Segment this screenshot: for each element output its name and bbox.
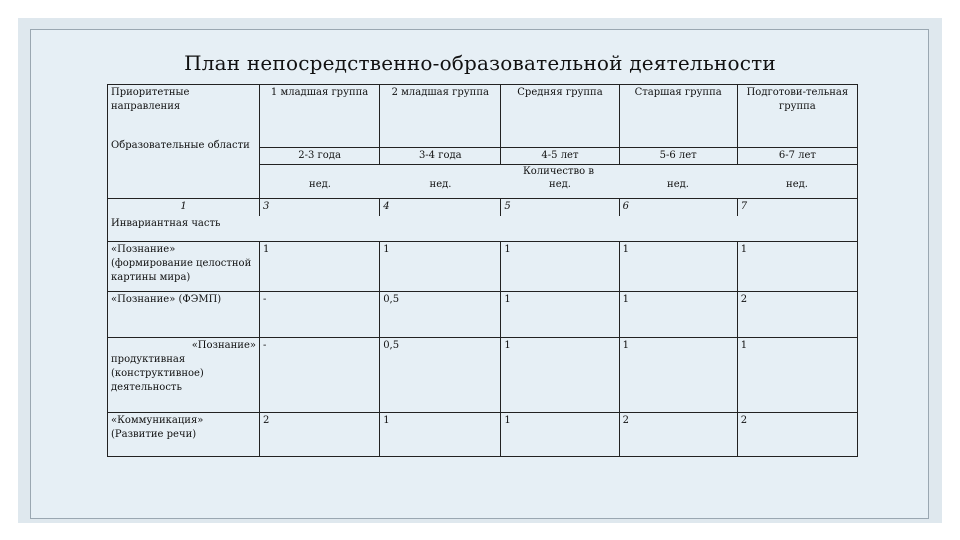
week-label: нед.: [429, 179, 452, 190]
group-header: 1 младшая группа: [260, 85, 380, 148]
value-cell: 2: [737, 413, 857, 457]
week-labels: [260, 178, 857, 192]
row-label: «Познание» (ФЭМП): [108, 292, 260, 338]
page-title: План непосредственно-образовательной деятельности: [184, 51, 776, 75]
age-cell: 6-7 лет: [737, 148, 857, 165]
value-cell: 2: [737, 292, 857, 338]
header-label-cell: [108, 85, 260, 199]
value-cell: -: [260, 338, 380, 413]
row-label-rest: продуктивная (конструктивное) деятельность: [111, 354, 204, 393]
section-row: [108, 216, 858, 242]
section-label: Инвариантная часть: [108, 216, 858, 242]
value-cell: 0,5: [380, 292, 501, 338]
col-number: 3: [260, 199, 380, 216]
table-row: [108, 292, 858, 338]
count-label: Количество в: [523, 166, 594, 177]
age-cell: 5-6 лет: [619, 148, 737, 165]
value-cell: 1: [380, 413, 501, 457]
age-cell: 4-5 лет: [501, 148, 619, 165]
week-label: нед.: [786, 179, 808, 190]
value-cell: 1: [501, 242, 619, 292]
value-cell: 1: [501, 413, 619, 457]
table-row: [108, 338, 858, 413]
value-cell: 1: [737, 338, 857, 413]
value-cell: -: [260, 292, 380, 338]
col-number: 4: [380, 199, 501, 216]
col-number: 1: [108, 199, 260, 216]
value-cell: 1: [619, 338, 737, 413]
week-label: нед.: [309, 179, 331, 190]
priority-label: Приоритетные направления: [111, 87, 190, 112]
areas-label: Образовательные области: [111, 140, 250, 151]
col-number: 5: [501, 199, 619, 216]
value-cell: 1: [619, 242, 737, 292]
group-header: 2 младшая группа: [380, 85, 501, 148]
col-number: 6: [619, 199, 737, 216]
value-cell: 1: [619, 292, 737, 338]
value-cell: 2: [619, 413, 737, 457]
table-row: [108, 242, 858, 292]
age-cell: 2-3 года: [260, 148, 380, 165]
week-label: нед.: [667, 179, 689, 190]
table-row: [108, 413, 858, 457]
group-header: Старшая группа: [619, 85, 737, 148]
value-cell: 1: [260, 242, 380, 292]
row-label: «Коммуникация» (Развитие речи): [108, 413, 260, 457]
value-cell: 1: [501, 292, 619, 338]
age-cell: 3-4 года: [380, 148, 501, 165]
value-cell: 0,5: [380, 338, 501, 413]
row-label-top: «Познание»: [191, 340, 256, 351]
group-header: Подготови-тельная группа: [737, 85, 857, 148]
value-cell: 1: [501, 338, 619, 413]
row-label: [108, 338, 260, 413]
week-label: нед.: [549, 179, 571, 190]
value-cell: 2: [260, 413, 380, 457]
col-number: 7: [737, 199, 857, 216]
value-cell: 1: [380, 242, 501, 292]
group-header: Средняя группа: [501, 85, 619, 148]
count-cell: [260, 165, 858, 199]
column-numbers-row: [108, 199, 858, 216]
groups-row: [108, 85, 858, 148]
plan-table: [107, 84, 858, 457]
value-cell: 1: [737, 242, 857, 292]
row-label: «Познание» (формирование целостной картины мира): [108, 242, 260, 292]
